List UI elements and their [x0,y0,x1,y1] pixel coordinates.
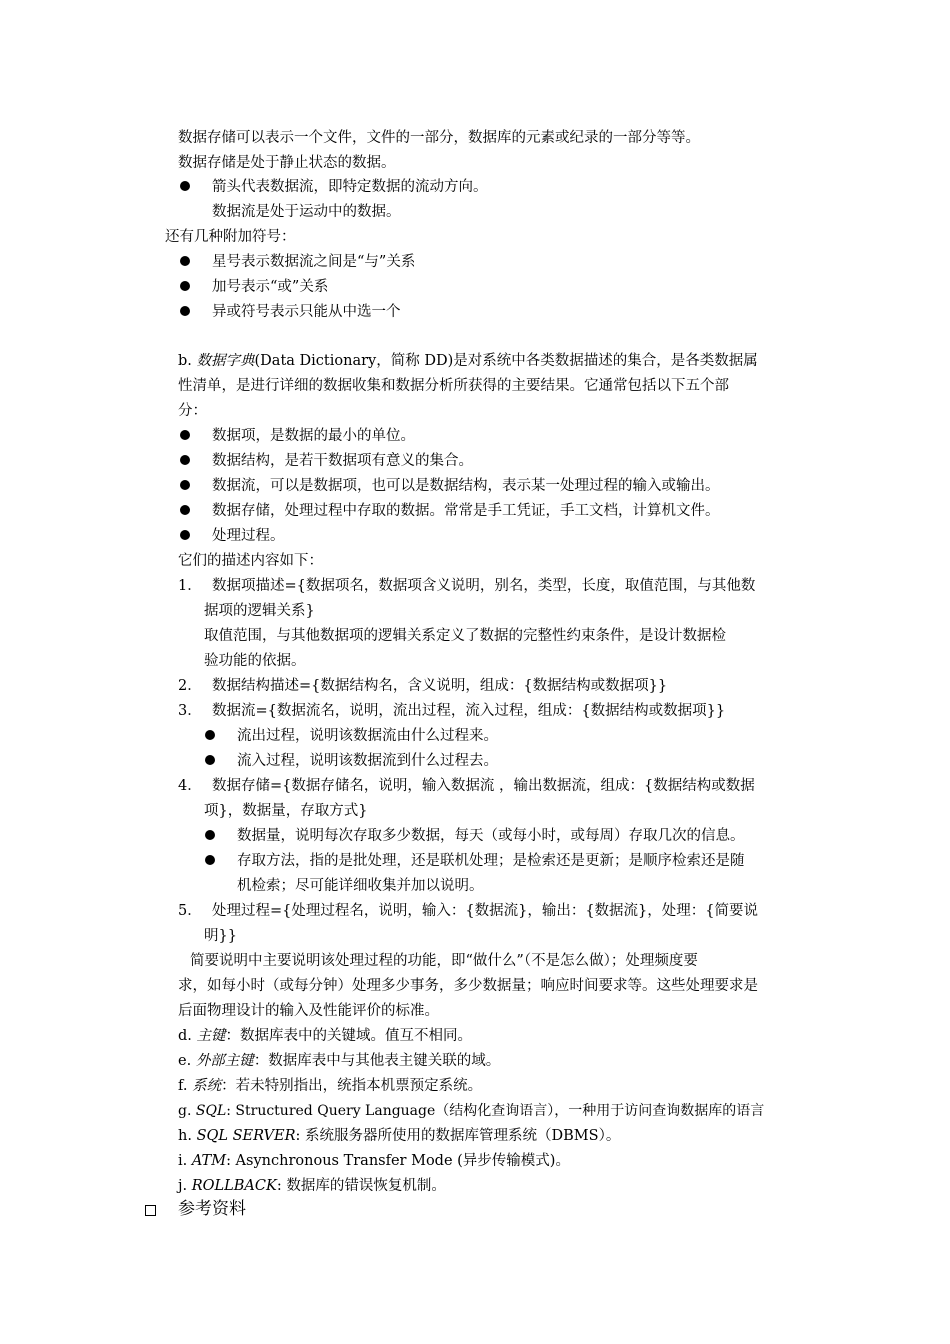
glossary-text: ：数据库表中的关键域。值互不相同。 [225,1028,473,1044]
glossary-prefix: g. [178,1103,196,1119]
dd-line-3: 分： [178,403,207,419]
item-4-bullet-2-line-1: 存取方法，指的是批处理，还是联机处理；是检索还是更新；是顺序检索还是随 [237,853,745,869]
item-number: 3． [178,703,202,719]
item-2-line-1: 数据结构描述={数据结构名，含义说明，组成：{数据结构或数据项}} [212,678,668,694]
item-4-bullet-2-line-2: 机检索；尽可能详细收集并加以说明。 [237,878,484,894]
dd-term: 数据字典 [196,353,255,369]
symbol-item: 异或符号表示只能从中选一个 [212,304,401,320]
glossary-term: SQL SERVER [196,1128,296,1144]
glossary-text: : Structured Query Language（结构化查询语言），一种用于访问查询数据库的语言 [226,1103,765,1119]
glossary-item [178,1051,500,1071]
bullet-icon [180,306,190,316]
glossary-item [178,1026,472,1046]
item-1-note-1: 取值范围，与其他数据项的逻辑关系定义了数据的完整性约束条件，是设计数据检 [204,628,726,644]
glossary-term: 系统 [192,1078,222,1094]
store-line-1: 数据存储可以表示一个文件，文件的一部分，数据库的元素或纪录的一部分等等。 [178,130,700,146]
item-1-line-1: 数据项描述={数据项名，数据项含义说明，别名，类型，长度，取值范围，与其他数 [212,578,756,594]
glossary-text: : 系统服务器所使用的数据库管理系统（DBMS）。 [295,1128,621,1144]
dd-line-2: 性清单，是进行详细的数据收集和数据分析所获得的主要结果。它通常包括以下五个部 [178,378,729,394]
dd-line-1 [178,351,758,371]
item-4-line-1: 数据存储={数据存储名，说明，输入数据流 ，输出数据流，组成：{数据结构或数据 [212,778,755,794]
bullet-icon [180,480,190,490]
item-4-line-2: 项}，数据量，存取方式} [204,803,368,819]
glossary-prefix: h. [178,1128,197,1144]
item-number: 4． [178,778,202,794]
glossary-term: 主键 [196,1028,226,1044]
item-1-line-2: 据项的逻辑关系} [204,603,315,619]
item-number: 2． [178,678,202,694]
item-1-note-2: 验功能的依据。 [204,653,306,669]
bullet-icon [180,455,190,465]
glossary-prefix: d. [178,1028,197,1044]
summary-line-3: 后面物理设计的输入及性能评价的标准。 [178,1003,439,1019]
glossary-term: ROLLBACK [191,1178,277,1194]
bullet-icon [180,430,190,440]
glossary-prefix: j. [178,1178,192,1194]
extra-symbols-heading: 还有几种附加符号： [165,229,296,245]
summary-line-1: 简要说明中主要说明该处理过程的功能，即“做什么”（不是怎么做）；处理频度要 [190,953,698,969]
dd-part-item: 数据流，可以是数据项，也可以是数据结构，表示某一处理过程的输入或输出。 [212,478,720,494]
item-3-line-1: 数据流={数据流名，说明，流出过程，流入过程，组成：{数据结构或数据项}} [212,703,726,719]
bullet-icon [205,830,215,840]
desc-intro: 它们的描述内容如下： [178,553,323,569]
item-3-bullet: 流入过程，说明该数据流到什么过程去。 [237,753,498,769]
glossary-term: 外部主键 [195,1053,254,1069]
glossary-text: ：数据库表中与其他表主键关联的域。 [253,1053,501,1069]
item-5-line-2: 明}} [204,928,237,944]
summary-line-2: 求，如每小时（或每分钟）处理多少事务，多少数据量；响应时间要求等。这些处理要求是 [178,978,758,994]
glossary-prefix: i. [178,1153,192,1169]
dd-part-item: 数据结构，是若干数据项有意义的集合。 [212,453,473,469]
bullet-icon [205,755,215,765]
item-number: 1． [178,578,202,594]
glossary-text: : 数据库的错误恢复机制。 [276,1178,446,1194]
dd-part-item: 数据项，是数据的最小的单位。 [212,428,415,444]
dd-part-item: 处理过程。 [212,528,285,544]
item-number: 5． [178,903,202,919]
glossary-text: ：若未特别指出，统指本机票预定系统。 [221,1078,483,1094]
glossary-item [178,1151,570,1171]
bullet-icon [180,281,190,291]
item-5-line-1: 处理过程={处理过程名，说明，输入：{数据流}，输出：{数据流}，处理：{简要说 [212,903,758,919]
bullet-icon [205,730,215,740]
item-4-bullet-1: 数据量，说明每次存取多少数据，每天（或每小时，或每周）存取几次的信息。 [237,828,745,844]
bullet-icon [180,256,190,266]
glossary-term: ATM [191,1153,227,1169]
glossary-term: SQL [195,1103,227,1119]
square-bullet-icon [145,1205,156,1216]
glossary-item [178,1101,764,1121]
glossary-text: : Asynchronous Transfer Mode (异步传输模式)。 [226,1153,570,1169]
dd-line-1-rest: (Data Dictionary，简称 DD)是对系统中各类数据描述的集合，是各类数据属 [254,353,758,369]
glossary-item [178,1076,482,1096]
dd-prefix: b. [178,353,197,369]
bullet-icon [205,855,215,865]
arrow-sub-text: 数据流是处于运动中的数据。 [212,204,401,220]
glossary-prefix: f. [178,1078,193,1094]
dd-part-item: 数据存储，处理过程中存取的数据。常常是手工凭证，手工文档，计算机文件。 [212,503,720,519]
glossary-item [178,1126,620,1146]
arrow-bullet-text: 箭头代表数据流，即特定数据的流动方向。 [212,179,488,195]
glossary-prefix: e. [178,1053,196,1069]
symbol-item: 加号表示“或”关系 [212,279,329,295]
symbol-item: 星号表示数据流之间是“与”关系 [212,254,416,270]
glossary-item [178,1176,446,1196]
bullet-icon [180,181,190,191]
references-heading: 参考资料 [178,1199,246,1219]
bullet-icon [180,530,190,540]
store-line-2: 数据存储是处于静止状态的数据。 [178,155,396,171]
bullet-icon [180,505,190,515]
item-3-bullet: 流出过程，说明该数据流由什么过程来。 [237,728,498,744]
